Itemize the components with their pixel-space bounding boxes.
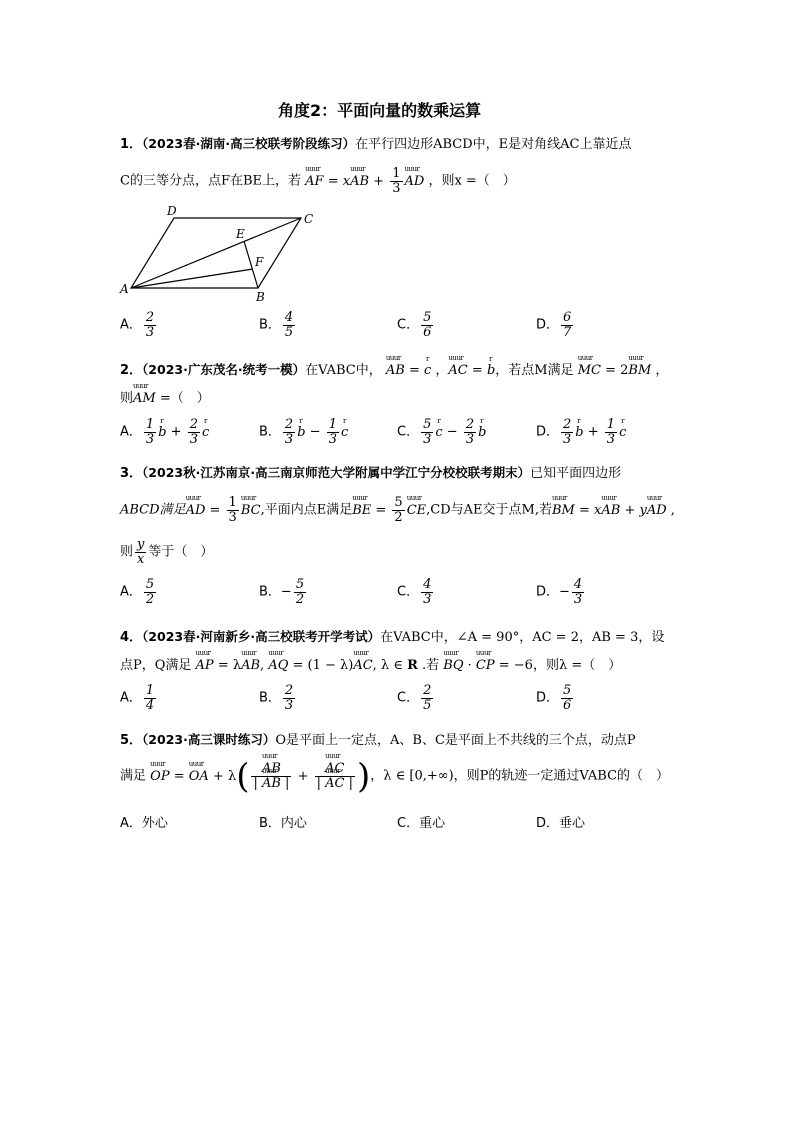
question-number: 1．: [120, 137, 143, 152]
vector-equation: uuur OP = uuur OA + λ( uuur $\frac{AB}{\text{| uuur AB |}}$ + uuur $\frac{AC}{\text{| uuur AC |}}$ ): [150, 769, 370, 784]
option-b[interactable]: B． $\frac{2}{3}$: [259, 683, 294, 713]
option-a[interactable]: A． $\frac{1}{3}$ r b + $\frac{2}{3}$ r c: [120, 418, 209, 446]
question-text: 则: [120, 544, 134, 560]
option-d[interactable]: D．垂心: [536, 816, 586, 831]
question-number: 4．: [120, 630, 143, 645]
vector-condition-2: uuur BE = $\frac{5}{2}$ uuur CE: [352, 503, 426, 518]
question-source: （2023·广东茂名·统考一模）: [142, 362, 306, 377]
question-text: ,平面内点E满足: [260, 502, 353, 518]
option-c[interactable]: C． $\frac{5}{6}$: [397, 310, 432, 340]
question-3-line-1: [120, 462, 621, 481]
question-text: 等于（ ）: [148, 544, 214, 560]
question-text: 已知平面四边形: [530, 466, 622, 481]
vector-condition: uuur AP = λuuur AB, uuur AQ = (1 − λ)uuur AC, λ ∈ R .若 uuur BQ · uuur CP = −6: [196, 658, 533, 673]
option-d[interactable]: D． $\frac{5}{6}$: [536, 683, 572, 713]
option-a[interactable]: A． $\frac{5}{2}$: [120, 577, 155, 607]
question-4-line-2: [120, 654, 621, 673]
question-5-line-1: [120, 729, 636, 748]
option-c[interactable]: C．重心: [397, 816, 446, 831]
option-c[interactable]: C． $\frac{2}{5}$: [397, 683, 432, 713]
vector-condition-3: uuur BM = xuuur AB + yuuur AD ,: [552, 503, 675, 518]
vector-equation: uuur AF = xuuur AB + $\frac{1}{3}$ uuur AD: [305, 174, 424, 189]
question-text: 满足: [120, 768, 147, 784]
question-1-line-1: [120, 133, 631, 152]
question-source: （2023春·湖南·高三校联考阶段练习）: [142, 136, 356, 151]
label-c: C: [304, 212, 314, 226]
option-b[interactable]: B． $\frac{4}{5}$: [259, 310, 294, 340]
option-b[interactable]: B．内心: [259, 816, 307, 831]
question-number: 5．: [120, 733, 143, 748]
option-b[interactable]: B． $\frac{2}{3}$ r b − $\frac{1}{3}$ r c: [259, 418, 348, 446]
question-text: ，若点M满足: [495, 363, 574, 378]
question-source: （2023秋·江苏南京·高三南京师范大学附属中学江宁分校校联考期末）: [142, 465, 531, 480]
question-1-line-2: [120, 167, 516, 195]
question-source: （2023春·河南新乡·高三校联考开学考试）: [142, 629, 381, 644]
question-text: ，则x =（ ）: [428, 173, 516, 189]
fraction-y-over-x: $\frac{y}{x}$: [137, 537, 145, 567]
label-d: D: [167, 204, 177, 218]
question-source: （2023·高三课时练习）: [142, 732, 276, 747]
vector-condition-2: uuur MC = 2uuur BM ，: [578, 363, 669, 378]
option-a[interactable]: A． $\frac{1}{4}$: [120, 683, 155, 713]
label-b: B: [256, 290, 265, 304]
page-title: 角度2：平面向量的数乘运算: [278, 101, 482, 120]
question-text: O是平面上一定点，A、B、C是平面上不共线的三个点，动点P: [275, 733, 636, 748]
question-3-line-2: [120, 496, 675, 524]
question-3-line-3: [120, 538, 213, 566]
question-text: ，λ ∈ [0,+∞)，则P的轨迹一定通过VABC的（ ）: [370, 768, 670, 784]
option-d[interactable]: D．− $\frac{4}{3}$: [536, 577, 583, 607]
option-d[interactable]: D． $\frac{6}{7}$: [536, 310, 572, 340]
label-e: E: [236, 227, 245, 241]
option-a[interactable]: A．外心: [120, 816, 168, 831]
label-f: F: [255, 255, 264, 269]
question-number: 3．: [120, 466, 143, 481]
question-5-line-2: [120, 756, 669, 796]
diagonal-ac: [131, 218, 301, 288]
question-text: 点P，Q满足: [120, 658, 192, 673]
option-c[interactable]: C． $\frac{5}{3}$ r c − $\frac{2}{3}$ r b: [397, 418, 486, 446]
question-number: 2．: [120, 363, 143, 378]
question-text: ,CD与AE交于点M,若: [426, 502, 552, 518]
vector-condition: uuur AD = $\frac{1}{3}$ uuur BC: [186, 503, 261, 518]
option-b[interactable]: B．− $\frac{5}{2}$: [259, 577, 305, 607]
label-a: A: [120, 282, 129, 296]
question-text: 在VABC中，∠A = 90°，AC = 2，AB = 3，设: [380, 630, 665, 645]
question-text: ABCD满足: [120, 502, 186, 518]
question-2-line-2: 则uuur AM =（ ）: [120, 387, 210, 406]
question-text: 在平行四边形ABCD中，E是对角线AC上靠近点: [355, 137, 632, 152]
option-a[interactable]: A． $\frac{2}{3}$: [120, 310, 155, 340]
question-text: C的三等分点，点F在BE上，若: [120, 173, 302, 189]
question-4-line-1: [120, 626, 664, 645]
question-text: 在VABC中，: [305, 363, 382, 378]
parallelogram-figure: [115, 200, 325, 305]
question-text: ，则λ =（ ）: [532, 658, 622, 673]
segment-af: [131, 269, 253, 288]
option-d[interactable]: D． $\frac{2}{3}$ r b + $\frac{1}{3}$ r c: [536, 418, 626, 446]
question-2-line-1: [120, 359, 668, 378]
option-c[interactable]: C． $\frac{4}{3}$: [397, 577, 432, 607]
question-text: 则: [120, 391, 134, 406]
vector-am: uuur AM: [133, 391, 156, 406]
vector-condition: uuur AB = r c ，uuur AC = r b: [386, 363, 495, 378]
